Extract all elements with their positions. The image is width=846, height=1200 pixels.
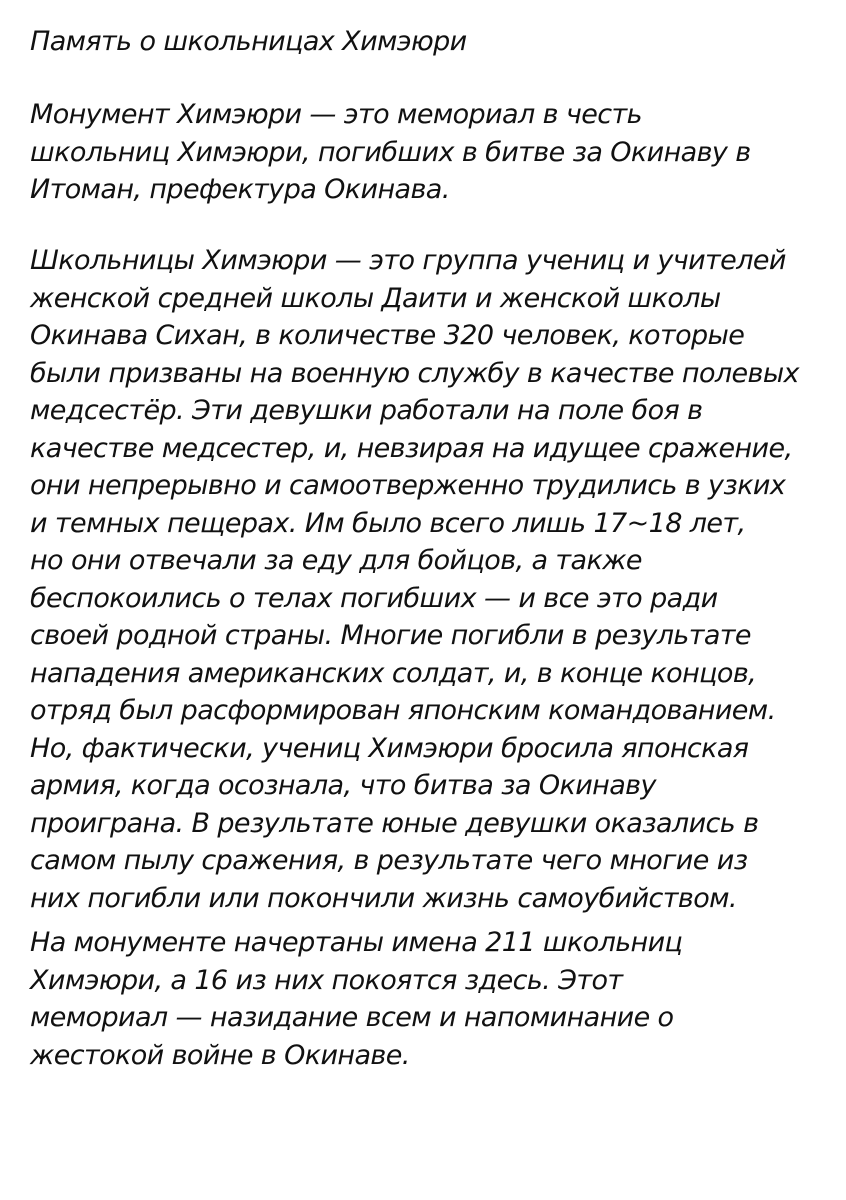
text-line: На монументе начертаны имена 211 школьниц	[30, 927, 683, 958]
text-line: них погибли или покончили жизнь самоубийством.	[30, 882, 737, 914]
text-line: Химэюри, а 16 из них покоятся здесь. Этот	[30, 964, 623, 996]
text-line: армия, когда осознала, что битва за Окинаву	[30, 770, 656, 801]
page-title: Память о школьницах Химэюри	[30, 26, 467, 57]
text-line: они непрерывно и самоотверженно трудились в узких	[30, 470, 786, 501]
text-line: медсестёр. Эти девушки работали на поле боя в	[30, 395, 703, 426]
text-line: качестве медсестер, и, невзирая на идущее сражение,	[30, 432, 793, 464]
text-line: Монумент Химэюри — это мемориал в честь	[30, 99, 642, 130]
text-line: нападения американских солдат, и, в конце концов,	[30, 657, 757, 689]
text-line: проиграна. В результате юные девушки оказались в	[30, 807, 759, 839]
text-line: женской средней школы Даити и женской школы	[30, 282, 721, 314]
paragraph-monument	[30, 924, 682, 1074]
text-line: школьниц Химэюри, погибших в битве за Окинаву в	[30, 136, 751, 168]
text-line: Но, фактически, учениц Химэюри бросила японская	[30, 732, 749, 764]
text-line: мемориал — назидание всем и напоминание о	[30, 1002, 674, 1033]
paragraph-history	[30, 242, 799, 917]
text-line: своей родной страны. Многие погибли в результате	[30, 620, 751, 651]
text-line: но они отвечали за еду для бойцов, а также	[30, 545, 642, 576]
text-line: беспокоились о телах погибших — и все это ради	[30, 582, 718, 614]
text-line: жестокой войне в Окинаве.	[30, 1039, 410, 1071]
text-line: были призваны на военную службу в качестве полевых	[30, 357, 799, 389]
text-line: и темных пещерах. Им было всего лишь 17~18 лет,	[30, 507, 746, 539]
text-line: самом пылу сражения, в результате чего многие из	[30, 845, 748, 876]
text-line: Итоман, префектура Окинава.	[30, 174, 450, 205]
text-line: Окинава Сихан, в количестве 320 человек, которые	[30, 320, 745, 351]
text-line: Школьницы Химэюри — это группа учениц и учителей	[30, 245, 786, 276]
paragraph-intro	[30, 96, 751, 209]
text-line: отряд был расформирован японским командованием.	[30, 695, 776, 726]
